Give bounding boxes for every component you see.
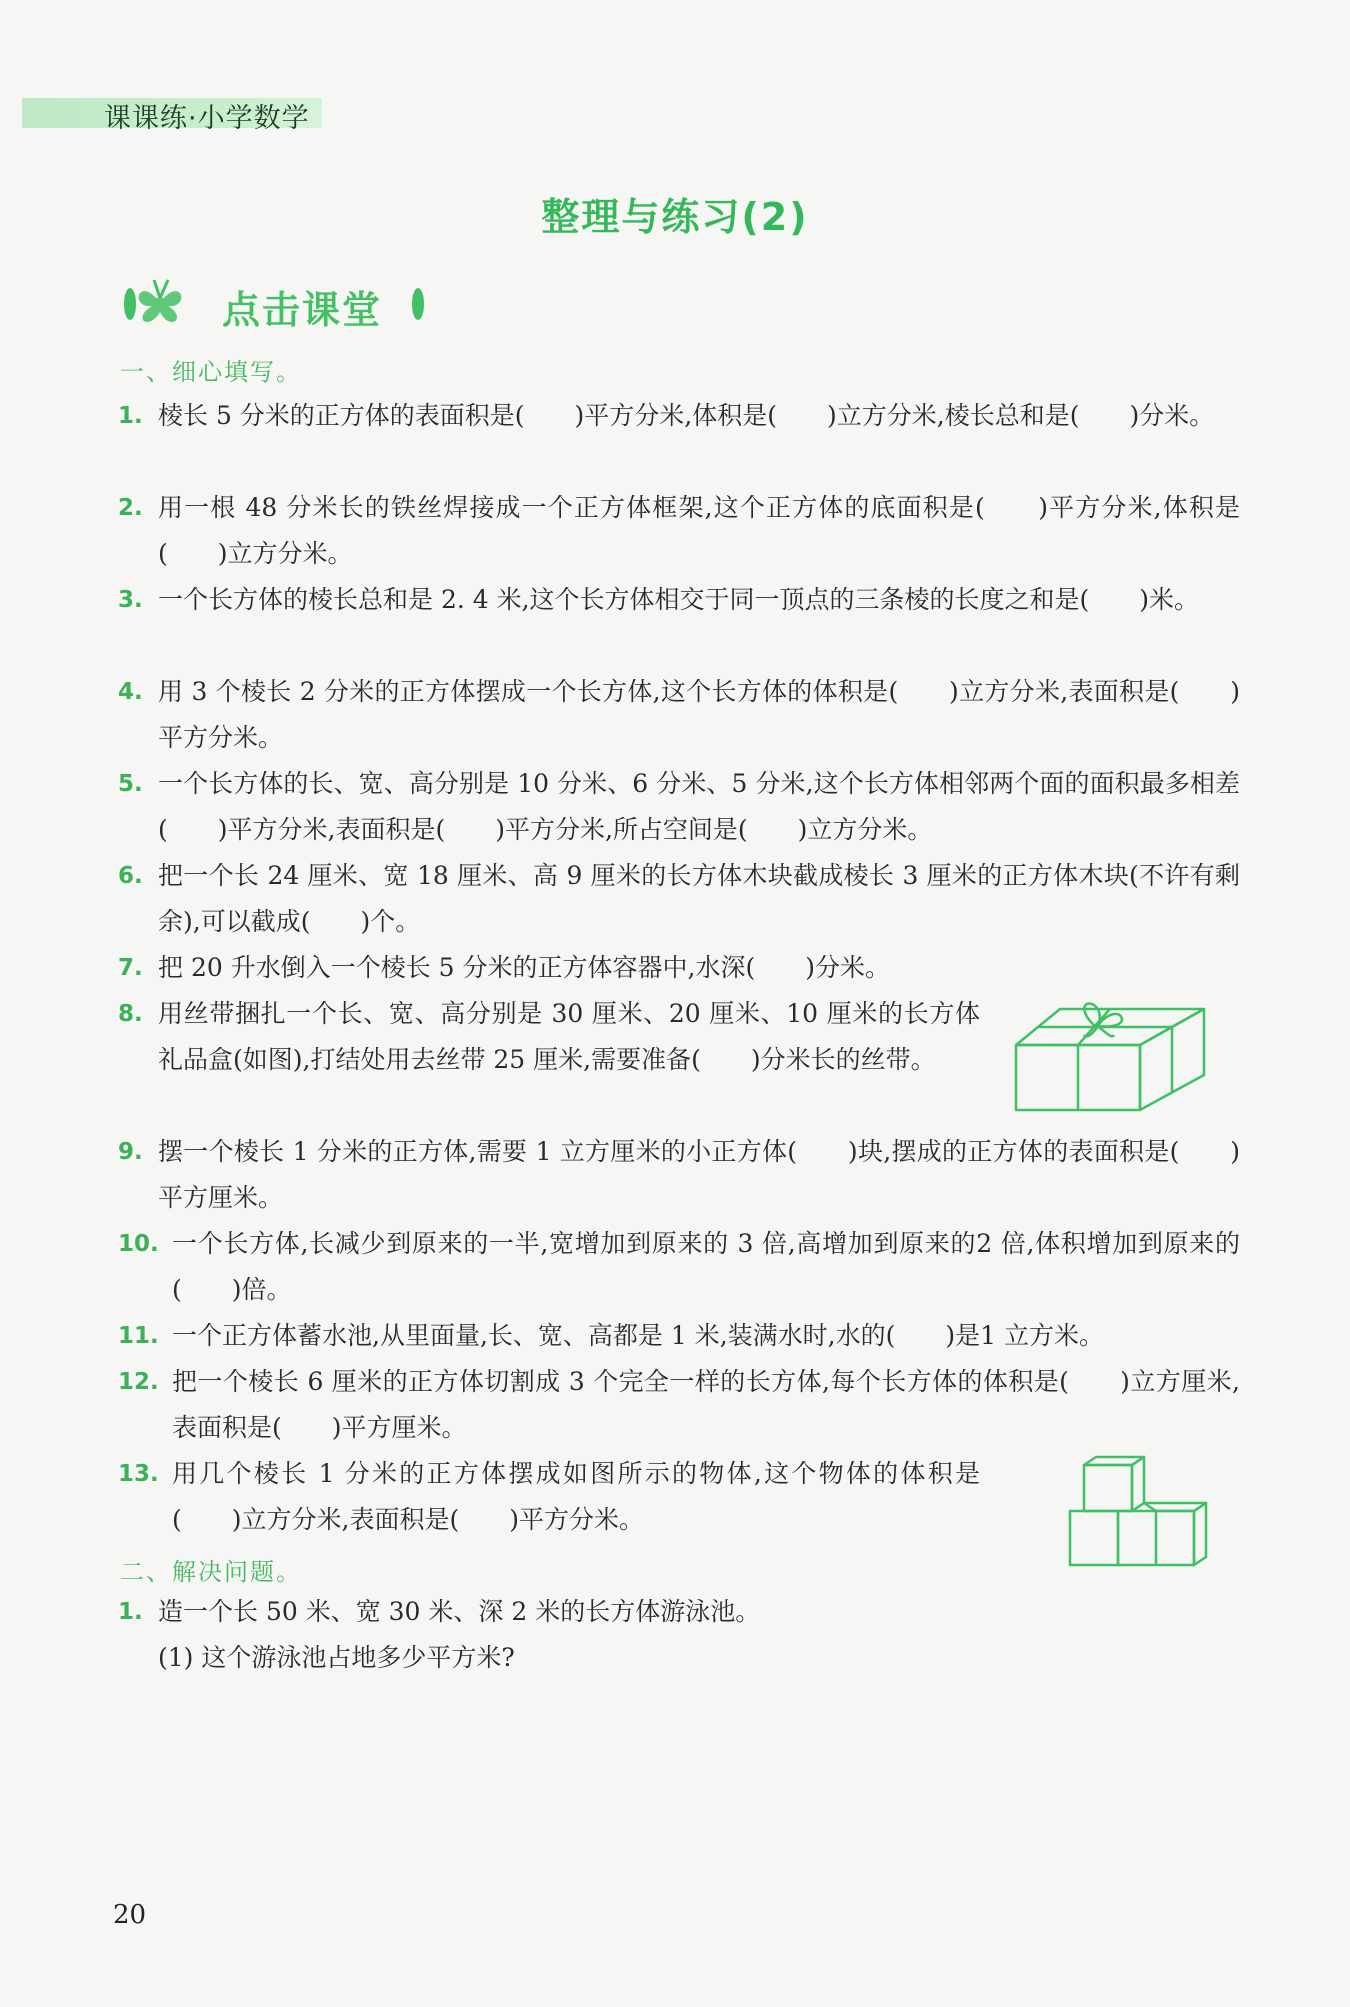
question-number: 11. — [118, 1323, 159, 1349]
banner-title: 点击课堂 — [222, 288, 383, 332]
banner-left-bracket — [124, 288, 136, 320]
question-number: 3. — [118, 587, 143, 613]
question-3 — [118, 577, 1240, 623]
question-number: 4. — [118, 679, 143, 705]
question-text: 一个正方体蓄水池,从里面量,长、宽、高都是 1 米,装满水时,水的( )是1 立方米。 — [172, 1321, 1104, 1350]
question-text: 棱长 5 分米的正方体的表面积是( )平方分米,体积是( )立方分米,棱长总和是( )分米。 — [158, 401, 1215, 430]
question-text: 用几个棱长 1 分米的正方体摆成如图所示的物体,这个物体的体积是( )立方分米,表面积是( )平方分米。 — [172, 1459, 980, 1534]
section2-title: 二、解决问题。 — [120, 1558, 302, 1586]
question-1 — [118, 393, 1240, 439]
question-number: 5. — [118, 771, 143, 797]
cube-stack-figure — [1064, 1455, 1214, 1575]
question-text: 用丝带捆扎一个长、宽、高分别是 30 厘米、20 厘米、10 厘米的长方体礼品盒(如图),打结处用去丝带 25 厘米,需要准备( )分米长的丝带。 — [158, 999, 980, 1074]
question-11 — [118, 1313, 1240, 1359]
question-6 — [118, 853, 1240, 945]
question-number: 9. — [118, 1139, 143, 1165]
question-number: 12. — [118, 1369, 159, 1395]
page-title: 整理与练习(2) — [541, 195, 809, 239]
question-text: 一个长方体的长、宽、高分别是 10 分米、6 分米、5 分米,这个长方体相邻两个面的面积最多相差( )平方分米,表面积是( )平方分米,所占空间是( )立方分米。 — [158, 769, 1240, 844]
question-number: 6. — [118, 863, 143, 889]
question-number: 13. — [118, 1461, 159, 1487]
banner-right-bracket — [412, 288, 424, 320]
question-text: 造一个长 50 米、宽 30 米、深 2 米的长方体游泳池。 — [158, 1597, 761, 1626]
question-text: 用 3 个棱长 2 分米的正方体摆成一个长方体,这个长方体的体积是( )立方分米,表面积是( )平方分米。 — [158, 677, 1240, 752]
question-10 — [118, 1221, 1240, 1313]
question-number: 7. — [118, 955, 143, 981]
cube-bottom-left-front — [1070, 1511, 1118, 1565]
question-number: 1. — [118, 1599, 143, 1625]
question-text: 把一个长 24 厘米、宽 18 厘米、高 9 厘米的长方体木块截成棱长 3 厘米的正方体木块(不许有剩余),可以截成( )个。 — [158, 861, 1240, 936]
cube-top-side — [1132, 1457, 1144, 1511]
question-13 — [118, 1451, 980, 1543]
cube-bottom-right-side — [1194, 1503, 1206, 1565]
question-number: 10. — [118, 1231, 159, 1257]
question-text: 把一个棱长 6 厘米的正方体切割成 3 个完全一样的长方体,每个长方体的体积是( )立方厘米,表面积是( )平方厘米。 — [172, 1367, 1240, 1442]
question-8 — [118, 991, 980, 1083]
section1-title: 一、细心填写。 — [120, 358, 302, 386]
question-text: 把 20 升水倒入一个棱长 5 分米的正方体容器中,水深( )分米。 — [158, 953, 890, 982]
question-text: 摆一个棱长 1 分米的正方体,需要 1 立方厘米的小正方体( )块,摆成的正方体的表面积是( )平方厘米。 — [158, 1137, 1240, 1212]
question-text: 一个长方体的棱长总和是 2. 4 米,这个长方体相交于同一顶点的三条棱的长度之和是( )米。 — [158, 585, 1200, 614]
question-text: 一个长方体,长减少到原来的一半,宽增加到原来的 3 倍,高增加到原来的2 倍,体积增加到原来的( )倍。 — [172, 1229, 1240, 1304]
question-12 — [118, 1359, 1240, 1451]
question-4 — [118, 669, 1240, 761]
question-5 — [118, 761, 1240, 853]
problem-1-part-1: (1) 这个游泳池占地多少平方米? — [158, 1643, 515, 1672]
question-number: 8. — [118, 1001, 143, 1027]
page-number: 20 — [113, 1900, 147, 1930]
gift-box-figure — [1010, 995, 1210, 1115]
cube-top-front — [1084, 1465, 1132, 1511]
question-9 — [118, 1129, 1240, 1221]
question-number: 1. — [118, 403, 143, 429]
problem-1 — [118, 1589, 1240, 1635]
book-header: 课课练·小学数学 — [104, 103, 310, 134]
question-7 — [118, 945, 1240, 991]
question-text: 用一根 48 分米长的铁丝焊接成一个正方体框架,这个正方体的底面积是( )平方分米,体积是( )立方分米。 — [158, 493, 1240, 568]
question-number: 2. — [118, 495, 143, 521]
question-2 — [118, 485, 1240, 577]
butterfly-antenna — [154, 280, 168, 298]
